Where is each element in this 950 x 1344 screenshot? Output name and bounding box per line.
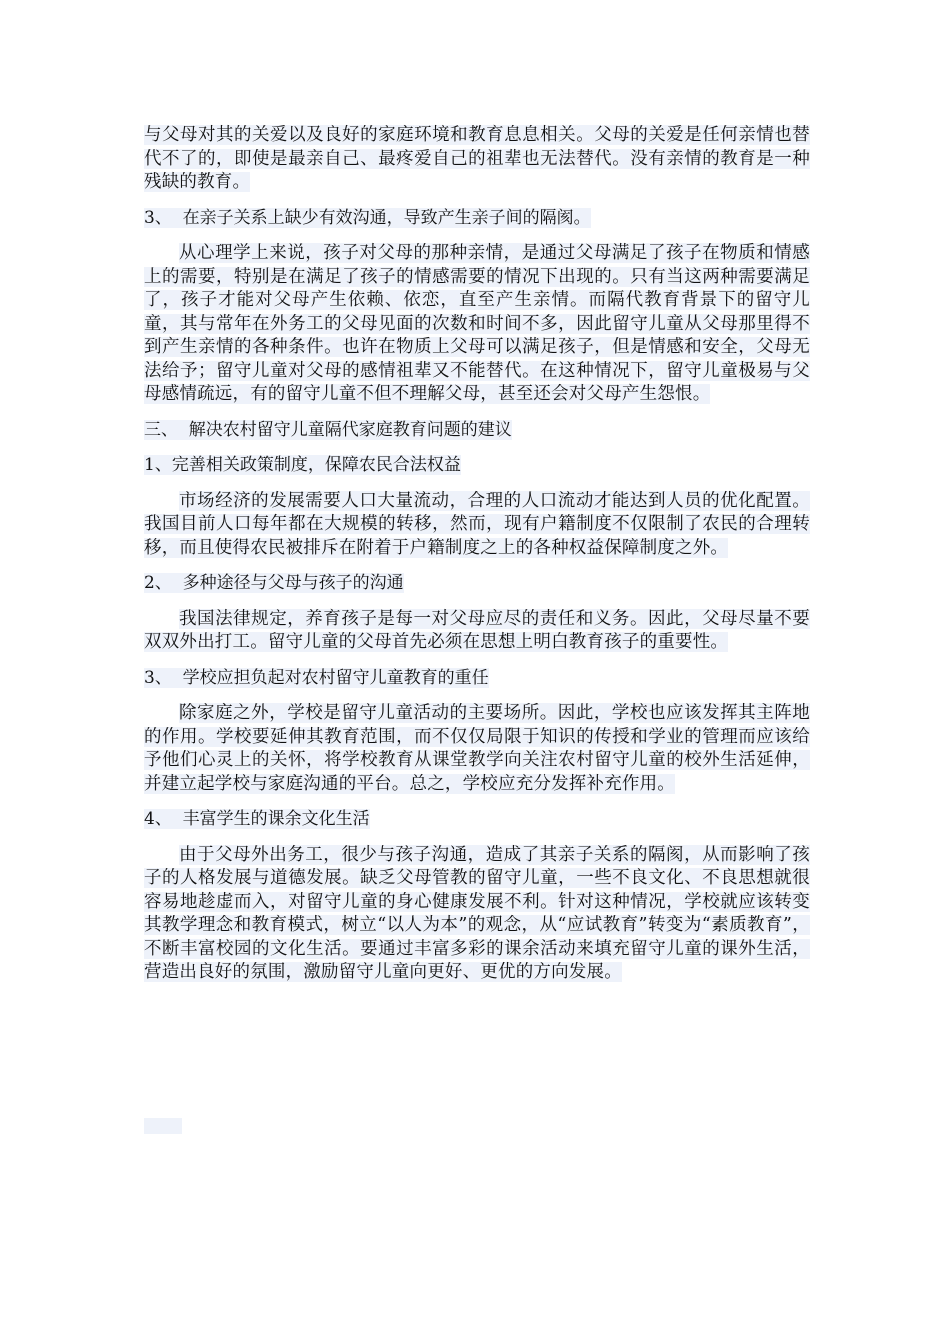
paragraph-3-2 [144, 608, 810, 655]
heading-3-2-text: 2、 多种途径与父母与孩子的沟通 [144, 573, 404, 593]
intro-paragraph-text: 与父母对其的关爱以及良好的家庭环境和教育息息相关。父母的关爱是任何亲情也替代不了的，即使是最亲自己、最疼爱自己的祖辈也无法替代。没有亲情的教育是一种残缺的教育。 [144, 125, 810, 192]
heading-section-3 [144, 419, 810, 443]
paragraph-3-3 [144, 702, 810, 796]
paragraph-3-1-text: 市场经济的发展需要人口大量流动，合理的人口流动才能达到人员的优化配置。我国目前人口每年都在大规模的转移，然而，现有户籍制度不仅限制了农民的合理转移，而且使得农民被排斥在附着于户籍制度之上的各种权益保障制度之外。 [144, 490, 810, 558]
heading-section-3-text: 三、 解决农村留守儿童隔代家庭教育问题的建议 [144, 419, 512, 440]
document-body [144, 124, 810, 985]
heading-3-4-text: 4、 丰富学生的课余文化生活 [144, 809, 370, 829]
heading-3-3-text: 3、 学校应担负起对农村留守儿童教育的重任 [144, 667, 489, 688]
heading-3-1-text: 1、完善相关政策制度，保障农民合法权益 [144, 455, 461, 475]
paragraph-2-3-text: 从心理学上来说，孩子对父母的那种亲情，是通过父母满足了孩子在物质和情感上的需要，特别是在满足了孩子的情感需要的情况下出现的。只有当这两种需要满足了，孩子才能对父母产生依赖、依恋，直至产生亲情。而隔代教育背景下的留守儿童，其与常年在外务工的父母见面的次数和时间不多，因此留守儿童从父母那里得不到产生亲情的各种条件。也许在物质上父母可以满足孩子，但是情感和安全，父母无法给予；留守儿童对父母的感情祖辈又不能替代。在这种情况下，留守儿童极易与父母感情疏远，有的留守儿童不但不理解父母，甚至还会对父母产生怨恨。 [144, 243, 810, 404]
heading-2-3 [144, 207, 810, 231]
paragraph-3-4-text: 由于父母外出务工，很少与孩子沟通，造成了其亲子关系的隔阂，从而影响了孩子的人格发展与道德发展。缺乏父母管教的留守儿童，一些不良文化、不良思想就很容易地趁虚而入，对留守儿童的身心健康发展不利。针对这种情况，学校就应该转变其教学理念和教育模式，树立“以人为本”的观念，从“应试教育”转变为“素质教育”，不断丰富校园的文化生活。要通过丰富多彩的课余活动来填充留守儿童的课外生活，营造出良好的氛围，激励留守儿童向更好、更优的方向发展。 [144, 844, 810, 982]
paragraph-3-1 [144, 490, 810, 561]
paragraph-3-2-text: 我国法律规定，养育孩子是每一对父母应尽的责任和义务。因此，父母尽量不要双双外出打工。留守儿童的父母首先必须在思想上明白教育孩子的重要性。 [144, 608, 810, 652]
paragraph-3-4 [144, 844, 810, 985]
heading-2-3-text: 3、 在亲子关系上缺少有效沟通，导致产生亲子间的隔阂。 [144, 207, 591, 228]
heading-3-3 [144, 667, 810, 691]
heading-3-2 [144, 572, 810, 596]
intro-paragraph [144, 124, 810, 195]
heading-3-1 [144, 454, 810, 478]
paragraph-3-3-text: 除家庭之外，学校是留守儿童活动的主要场所。因此，学校也应该发挥其主阵地的作用。学校要延伸其教育范围，而不仅仅局限于知识的传授和学业的管理而应该给予他们心灵上的关怀，将学校教育从课堂教学向关注农村留守儿童的校外生活延伸，并建立起学校与家庭沟通的平台。总之，学校应充分发挥补充作用。 [144, 703, 810, 794]
paragraph-2-3 [144, 242, 810, 407]
empty-highlight-line [144, 1118, 182, 1134]
heading-3-4 [144, 808, 810, 832]
